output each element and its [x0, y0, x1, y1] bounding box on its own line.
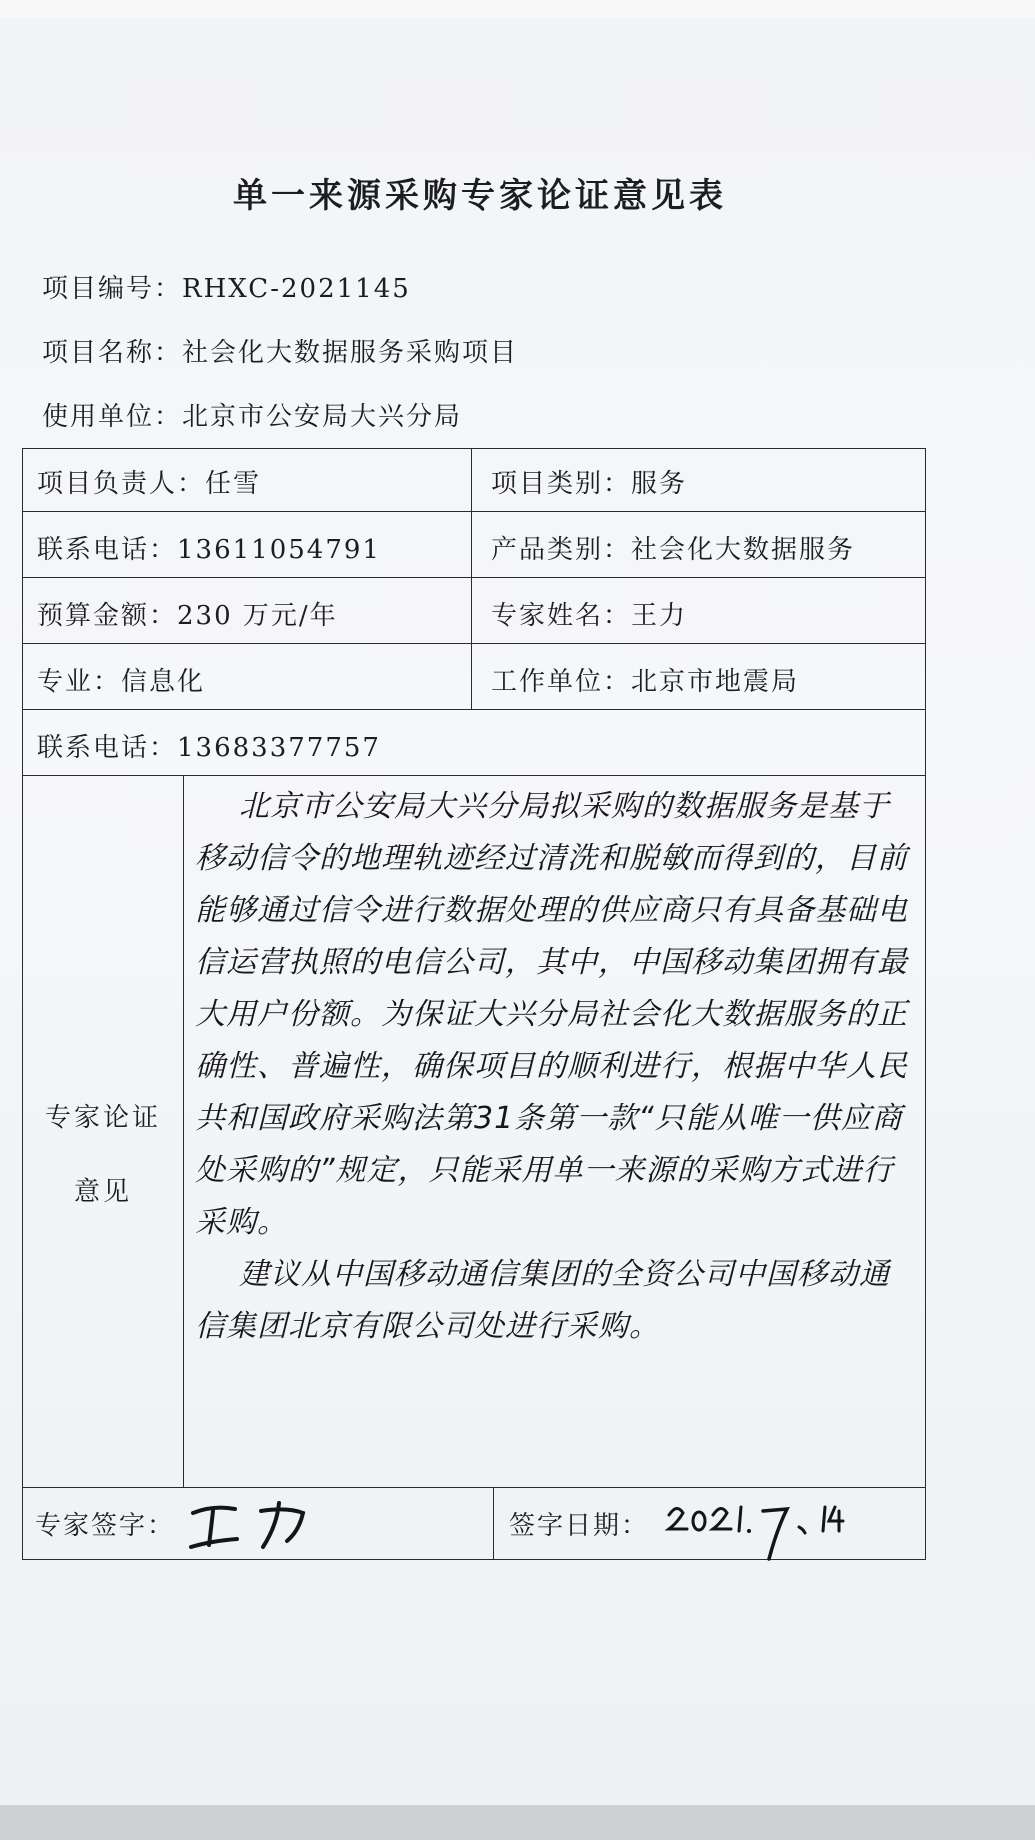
- expert-opinion-table: [22, 448, 926, 1560]
- signature-label: 专家签字：: [35, 1511, 176, 1541]
- product-category-cell: 产品类别：社会化大数据服务: [491, 535, 856, 565]
- document-paper: [0, 18, 1035, 1818]
- work-unit-cell: 工作单位：北京市地震局: [491, 667, 800, 697]
- table-rule: [23, 511, 925, 512]
- using-unit: 使用单位：北京市公安局大兴分局: [42, 402, 463, 432]
- document-title: 单一来源采购专家论证意见表: [233, 176, 727, 216]
- contact-phone-cell: 联系电话：13611054791: [37, 535, 381, 565]
- table-rule: [23, 775, 925, 776]
- table-rule: [23, 577, 925, 578]
- expert-contact-phone-cell: 联系电话：13683377757: [37, 733, 381, 763]
- project-number: 项目编号：RHXC-2021145: [42, 274, 411, 304]
- opinion-label-line: 专家论证: [44, 1103, 161, 1133]
- table-rule: [23, 643, 925, 644]
- opinion-paragraph: 北京市公安局大兴分局拟采购的数据服务是基于移动信令的地理轨迹经过清洗和脱敏而得到的，目前能够通过信令进行数据处理的供应商只有具备基础电信运营执照的电信公司，其中，中国移动集团拥有最大用户份额。为保证大兴分局社会化大数据服务的正确性、普遍性，确保项目的顺利进行，根据中华人民共和国政府采购法第31条第一款“只能从唯一供应商处采购的”规定，只能采用单一来源的采购方式进行采购。: [195, 789, 908, 1240]
- project-name: 项目名称：社会化大数据服务采购项目: [42, 338, 519, 368]
- handwritten-signature: [183, 1495, 333, 1555]
- specialty-cell: 专业：信息化: [37, 667, 206, 697]
- opinion-label-cell: [23, 1081, 183, 1229]
- expert-name-cell: 专家姓名：王力: [491, 601, 688, 631]
- bottom-edge-background: [0, 1805, 1035, 1840]
- handwritten-sign-date: [663, 1489, 873, 1563]
- project-leader-cell: 项目负责人：任雪: [37, 469, 262, 499]
- table-divider: [471, 449, 472, 709]
- sign-date-label: 签字日期：: [509, 1511, 650, 1541]
- budget-cell: 预算金额：230 万元/年: [37, 601, 338, 631]
- opinion-label-line: 意见: [73, 1177, 132, 1207]
- table-rule: [23, 1487, 925, 1488]
- handwritten-opinion: [195, 781, 915, 1353]
- project-category-cell: 项目类别：服务: [491, 469, 688, 499]
- table-rule: [23, 709, 925, 710]
- table-divider: [493, 1487, 494, 1559]
- table-divider: [183, 775, 184, 1487]
- opinion-paragraph: 建议从中国移动通信集团的全资公司中国移动通信集团北京有限公司处进行采购。: [195, 1257, 890, 1344]
